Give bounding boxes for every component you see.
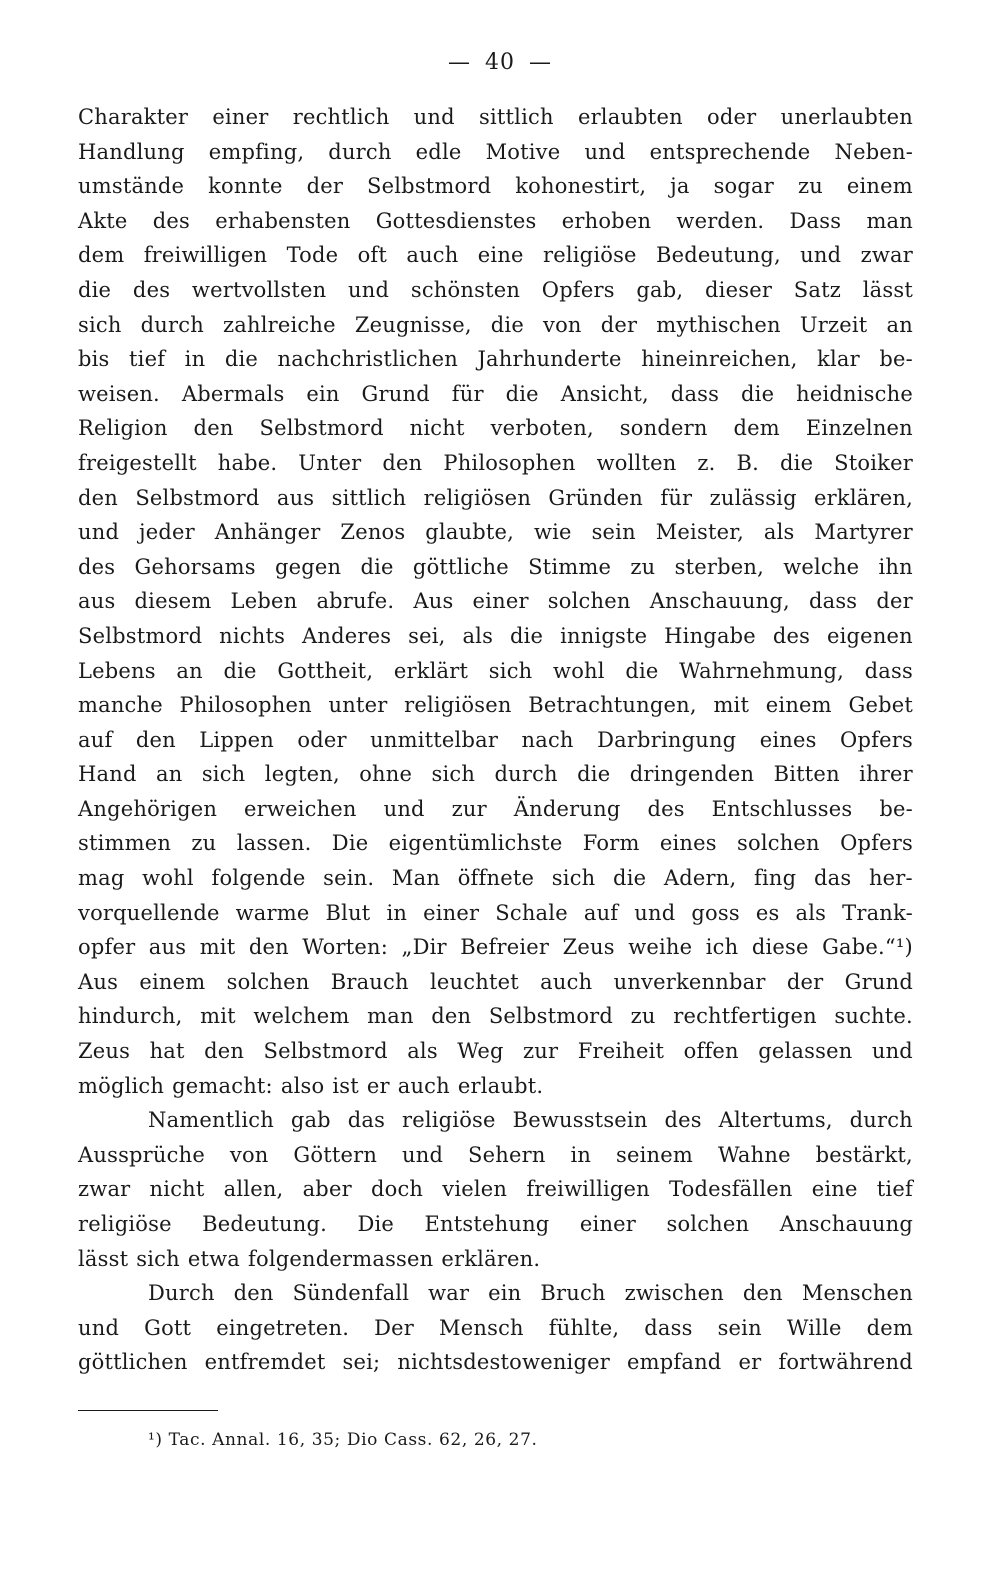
page-number — [0, 50, 1000, 75]
text-line: manche Philosophen unter religiösen Betrachtungen, mit einem Gebet — [78, 693, 913, 718]
text-line: Zeus hat den Selbstmord als Weg zur Freiheit offen gelassen und — [78, 1039, 913, 1064]
text-line: weisen. Abermals ein Grund für die Ansicht, dass die heidnische — [78, 381, 913, 406]
text-line: umstände konnte der Selbstmord kohonestirt, ja sogar zu einem — [78, 174, 913, 199]
body-text — [78, 100, 913, 1380]
text-line: Angehörigen erweichen und zur Änderung des Entschlusses be- — [78, 796, 913, 821]
text-line: dem freiwilligen Tode oft auch eine religiöse Bedeutung, und zwar — [78, 243, 913, 268]
text-line: sich durch zahlreiche Zeugnisse, die von der mythischen Urzeit an — [78, 312, 913, 337]
footnote: ¹) Tac. Annal. 16, 35; Dio Cass. 62, 26, 27. — [148, 1430, 538, 1450]
text-line: möglich gemacht: also ist er auch erlaubt. — [78, 1073, 544, 1098]
text-line: Hand an sich legten, ohne sich durch die dringenden Bitten ihrer — [78, 762, 913, 787]
text-line: opfer aus mit den Worten: „Dir Befreier Zeus weihe ich diese Gabe.“¹) — [78, 935, 913, 960]
text-line: den Selbstmord aus sittlich religiösen Gründen für zulässig erklären, — [78, 485, 913, 510]
text-line: die des wertvollsten und schönsten Opfers gab, dieser Satz lässt — [78, 277, 913, 302]
text-line: Durch den Sündenfall war ein Bruch zwischen den Menschen — [148, 1281, 913, 1306]
text-line: Handlung empfing, durch edle Motive und entsprechende Neben- — [78, 139, 913, 164]
text-line: Charakter einer rechtlich und sittlich erlaubten oder unerlaubten — [78, 105, 913, 129]
text-line: zwar nicht allen, aber doch vielen freiwilligen Todesfällen eine tief — [78, 1177, 913, 1202]
page-number-dash-right: — — [529, 50, 552, 75]
text-line: Akte des erhabensten Gottesdienstes erhoben werden. Dass man — [78, 208, 913, 233]
text-line: Aus einem solchen Brauch leuchtet auch unverkennbar der Grund — [78, 969, 913, 994]
text-line: Namentlich gab das religiöse Bewusstsein des Altertums, durch — [148, 1108, 913, 1133]
text-line: mag wohl folgende sein. Man öffnete sich die Adern, fing das her- — [78, 866, 913, 891]
text-line: aus diesem Leben abrufe. Aus einer solchen Anschauung, dass der — [78, 589, 913, 614]
text-line: freigestellt habe. Unter den Philosophen wollten z. B. die Stoiker — [78, 450, 913, 475]
text-line: auf den Lippen oder unmittelbar nach Darbringung eines Opfers — [78, 727, 913, 752]
text-line: religiöse Bedeutung. Die Entstehung einer solchen Anschauung — [78, 1212, 913, 1236]
text-line: des Gehorsams gegen die göttliche Stimme zu sterben, welche ihn — [78, 554, 913, 579]
text-line: Selbstmord nichts Anderes sei, als die innigste Hingabe des eigenen — [78, 623, 913, 648]
footnote-rule — [78, 1410, 218, 1411]
text-line: hindurch, mit welchem man den Selbstmord zu rechtfertigen suchte. — [78, 1004, 913, 1029]
text-line: lässt sich etwa folgendermassen erklären. — [78, 1246, 541, 1271]
text-line: göttlichen entfremdet sei; nichtsdestoweniger empfand er fortwährend — [78, 1350, 913, 1375]
page-number-value: 40 — [485, 50, 515, 75]
text-line: vorquellende warme Blut in einer Schale auf und goss es als Trank- — [78, 900, 913, 925]
text-line: Lebens an die Gottheit, erklärt sich wohl die Wahrnehmung, dass — [78, 658, 913, 683]
text-line: und Gott eingetreten. Der Mensch fühlte, dass sein Wille dem — [78, 1315, 913, 1340]
page-number-dash-left: — — [448, 50, 471, 75]
text-line: und jeder Anhänger Zenos glaubte, wie sein Meister, als Martyrer — [78, 520, 913, 545]
text-line: Religion den Selbstmord nicht verboten, sondern dem Einzelnen — [78, 416, 913, 441]
text-line: stimmen zu lassen. Die eigentümlichste Form eines solchen Opfers — [78, 831, 913, 856]
text-line: bis tief in die nachchristlichen Jahrhunderte hineinreichen, klar be- — [78, 347, 913, 372]
text-line: Aussprüche von Göttern und Sehern in seinem Wahne bestärkt, — [78, 1142, 913, 1167]
